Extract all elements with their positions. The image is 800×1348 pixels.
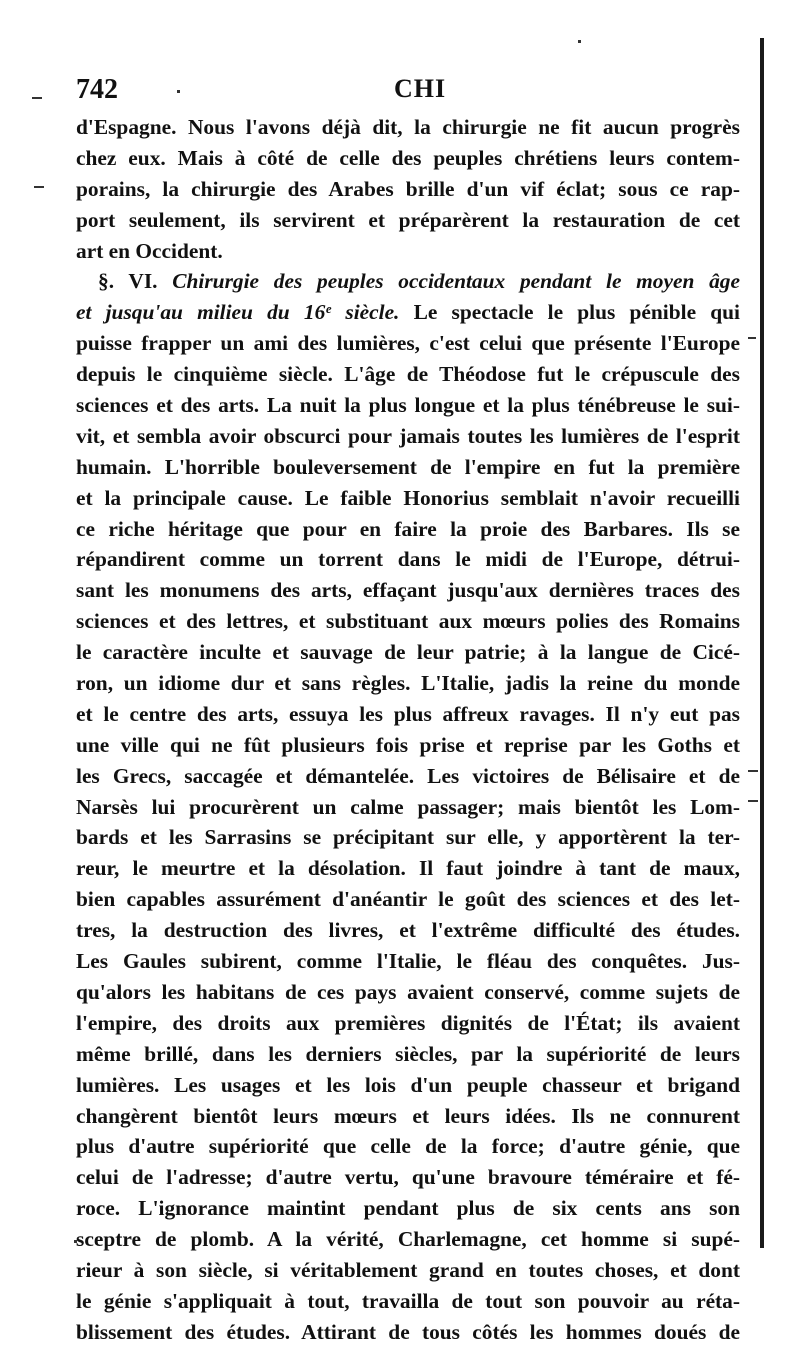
text-run: depuis le cinquième siècle. L'âge de Théodose fut le crépuscule des <box>76 362 740 387</box>
text-run: bien capables assurément d'anéantir le goût des sciences et des let- <box>76 887 740 912</box>
text-run: les Grecs, saccagée et démantelée. Les victoires de Bélisaire et de <box>76 763 740 788</box>
text-run: et la principale cause. Le faible Honorius semblait n'avoir recueilli <box>76 485 740 510</box>
margin-mark <box>578 40 581 43</box>
text-line <box>76 359 740 390</box>
text-line <box>76 143 740 174</box>
text-line <box>76 1193 740 1224</box>
text-line <box>76 1131 740 1162</box>
text-run: blissement des études. Attirant de tous côtés les hommes doués de <box>76 1319 740 1344</box>
text-run: et le centre des arts, essuya les plus affreux ravages. Il n'y eut pas <box>76 701 740 726</box>
margin-mark <box>32 97 42 99</box>
text-line <box>76 977 740 1008</box>
text-run: Les Gaules subirent, comme l'Italie, le fléau des conquêtes. Jus- <box>76 949 740 974</box>
text-line <box>76 1008 740 1039</box>
text-line <box>76 915 740 946</box>
page-number: 742 <box>76 74 118 105</box>
text-line <box>76 1255 740 1286</box>
text-run: puisse frapper un ami des lumières, c'est celui que présente l'Europe <box>76 331 740 356</box>
margin-mark <box>748 770 758 772</box>
text-run: rieur à son siècle, si véritablement grand en toutes choses, et dont <box>76 1257 740 1282</box>
text-run: le génie s'appliquait à tout, travailla de tout son pouvoir au réta- <box>76 1288 740 1313</box>
text-line <box>76 946 740 977</box>
text-run: répandirent comme un torrent dans le midi de l'Europe, détrui- <box>76 547 740 572</box>
text-run: sant les monumens des arts, effaçant jusqu'aux dernières traces des <box>76 578 740 603</box>
italic-text: Chirurgie des peuples occidentaux pendant le moyen âge <box>172 269 740 294</box>
text-line <box>76 575 740 606</box>
text-line <box>76 853 740 884</box>
text-run: celui de l'adresse; d'autre vertu, qu'une bravoure téméraire et fé- <box>76 1165 740 1190</box>
text-line <box>76 1224 740 1255</box>
text-run: bards et les Sarrasins se précipitant sur elle, y apportèrent la ter- <box>76 825 740 850</box>
text-line <box>76 236 740 267</box>
text-line <box>76 1162 740 1193</box>
margin-mark <box>34 186 44 188</box>
text-run: roce. L'ignorance maintint pendant plus de six cents ans son <box>76 1196 740 1221</box>
text-run: ce riche héritage que pour en faire la proie des Barbares. Ils se <box>76 516 740 541</box>
text-run: sciences et des arts. La nuit la plus longue et la plus ténébreuse le sui- <box>76 393 740 418</box>
margin-mark <box>748 337 756 339</box>
text-run: d'Espagne. Nous l'avons déjà dit, la chirurgie ne fit aucun progrès <box>76 115 740 139</box>
text-line <box>76 390 740 421</box>
body-text <box>76 112 740 1348</box>
text-line <box>76 1101 740 1132</box>
text-line <box>76 544 740 575</box>
text-line <box>76 699 740 730</box>
text-line <box>76 730 740 761</box>
text-line <box>76 1070 740 1101</box>
text-line <box>76 761 740 792</box>
text-run: plus d'autre supériorité que celle de la force; d'autre génie, que <box>76 1134 740 1159</box>
text-line <box>76 112 740 143</box>
text-line <box>76 1286 740 1317</box>
text-line <box>76 668 740 699</box>
text-line <box>76 452 740 483</box>
text-line <box>76 266 740 297</box>
text-run: même brillé, dans les derniers siècles, par la supériorité de leurs <box>76 1041 740 1066</box>
text-run: qu'alors les habitans de ces pays avaient conservé, comme sujets de <box>76 979 740 1004</box>
text-line <box>76 822 740 853</box>
text-run: humain. L'horrible bouleversement de l'empire en fut la première <box>76 454 740 479</box>
text-run: l'empire, des droits aux premières dignités de l'État; ils avaient <box>76 1010 740 1035</box>
text-run: tres, la destruction des livres, et l'extrême difficulté des études. <box>76 918 740 943</box>
text-line <box>76 1039 740 1070</box>
page-edge-rule <box>760 38 764 1248</box>
text-line <box>76 637 740 668</box>
text-run: lumières. Les usages et les lois d'un peuple chasseur et brigand <box>76 1072 740 1097</box>
text-line <box>76 483 740 514</box>
text-line <box>76 174 740 205</box>
text-run: changèrent bientôt leurs mœurs et leurs idées. Ils ne connurent <box>76 1103 740 1128</box>
text-run: art en Occident. <box>76 238 223 263</box>
text-run: sceptre de plomb. A la vérité, Charlemagne, cet homme si supé- <box>76 1227 740 1252</box>
text-line <box>76 328 740 359</box>
text-run: le caractère inculte et sauvage de leur patrie; à la langue de Cicé- <box>76 640 740 665</box>
text-line <box>76 205 740 236</box>
text-line <box>76 297 740 328</box>
italic-text: et jusqu'au milieu du 16ᵉ siècle. <box>76 300 400 325</box>
text-line <box>76 884 740 915</box>
text-run: chez eux. Mais à côté de celle des peuples chrétiens leurs contem- <box>76 145 740 170</box>
text-line <box>76 1317 740 1348</box>
text-run: Narsès lui procurèrent un calme passager; mais bientôt les Lom- <box>76 794 740 819</box>
text-run: port seulement, ils servirent et préparèrent la restauration de cet <box>76 207 740 232</box>
margin-mark <box>748 800 758 802</box>
text-run: §. VI. <box>98 269 173 294</box>
text-line <box>76 421 740 452</box>
text-run: sciences et des lettres, et substituant aux mœurs polies des Romains <box>76 609 740 634</box>
text-run: reur, le meurtre et la désolation. Il faut joindre à tant de maux, <box>76 856 740 881</box>
text-run: une ville qui ne fût plusieurs fois prise et reprise par les Goths et <box>76 732 740 757</box>
text-run: porains, la chirurgie des Arabes brille d'un vif éclat; sous ce rap- <box>76 176 740 201</box>
text-line <box>76 792 740 823</box>
text-line <box>76 606 740 637</box>
text-line <box>76 514 740 545</box>
text-run: vit, et sembla avoir obscurci pour jamais toutes les lumières de l'esprit <box>76 423 740 448</box>
page-header <box>76 74 736 108</box>
text-run: ron, un idiome dur et sans règles. L'Italie, jadis la reine du monde <box>76 671 740 696</box>
running-head: CHI <box>394 74 447 103</box>
text-run: Le spectacle le plus pénible qui <box>399 300 740 325</box>
